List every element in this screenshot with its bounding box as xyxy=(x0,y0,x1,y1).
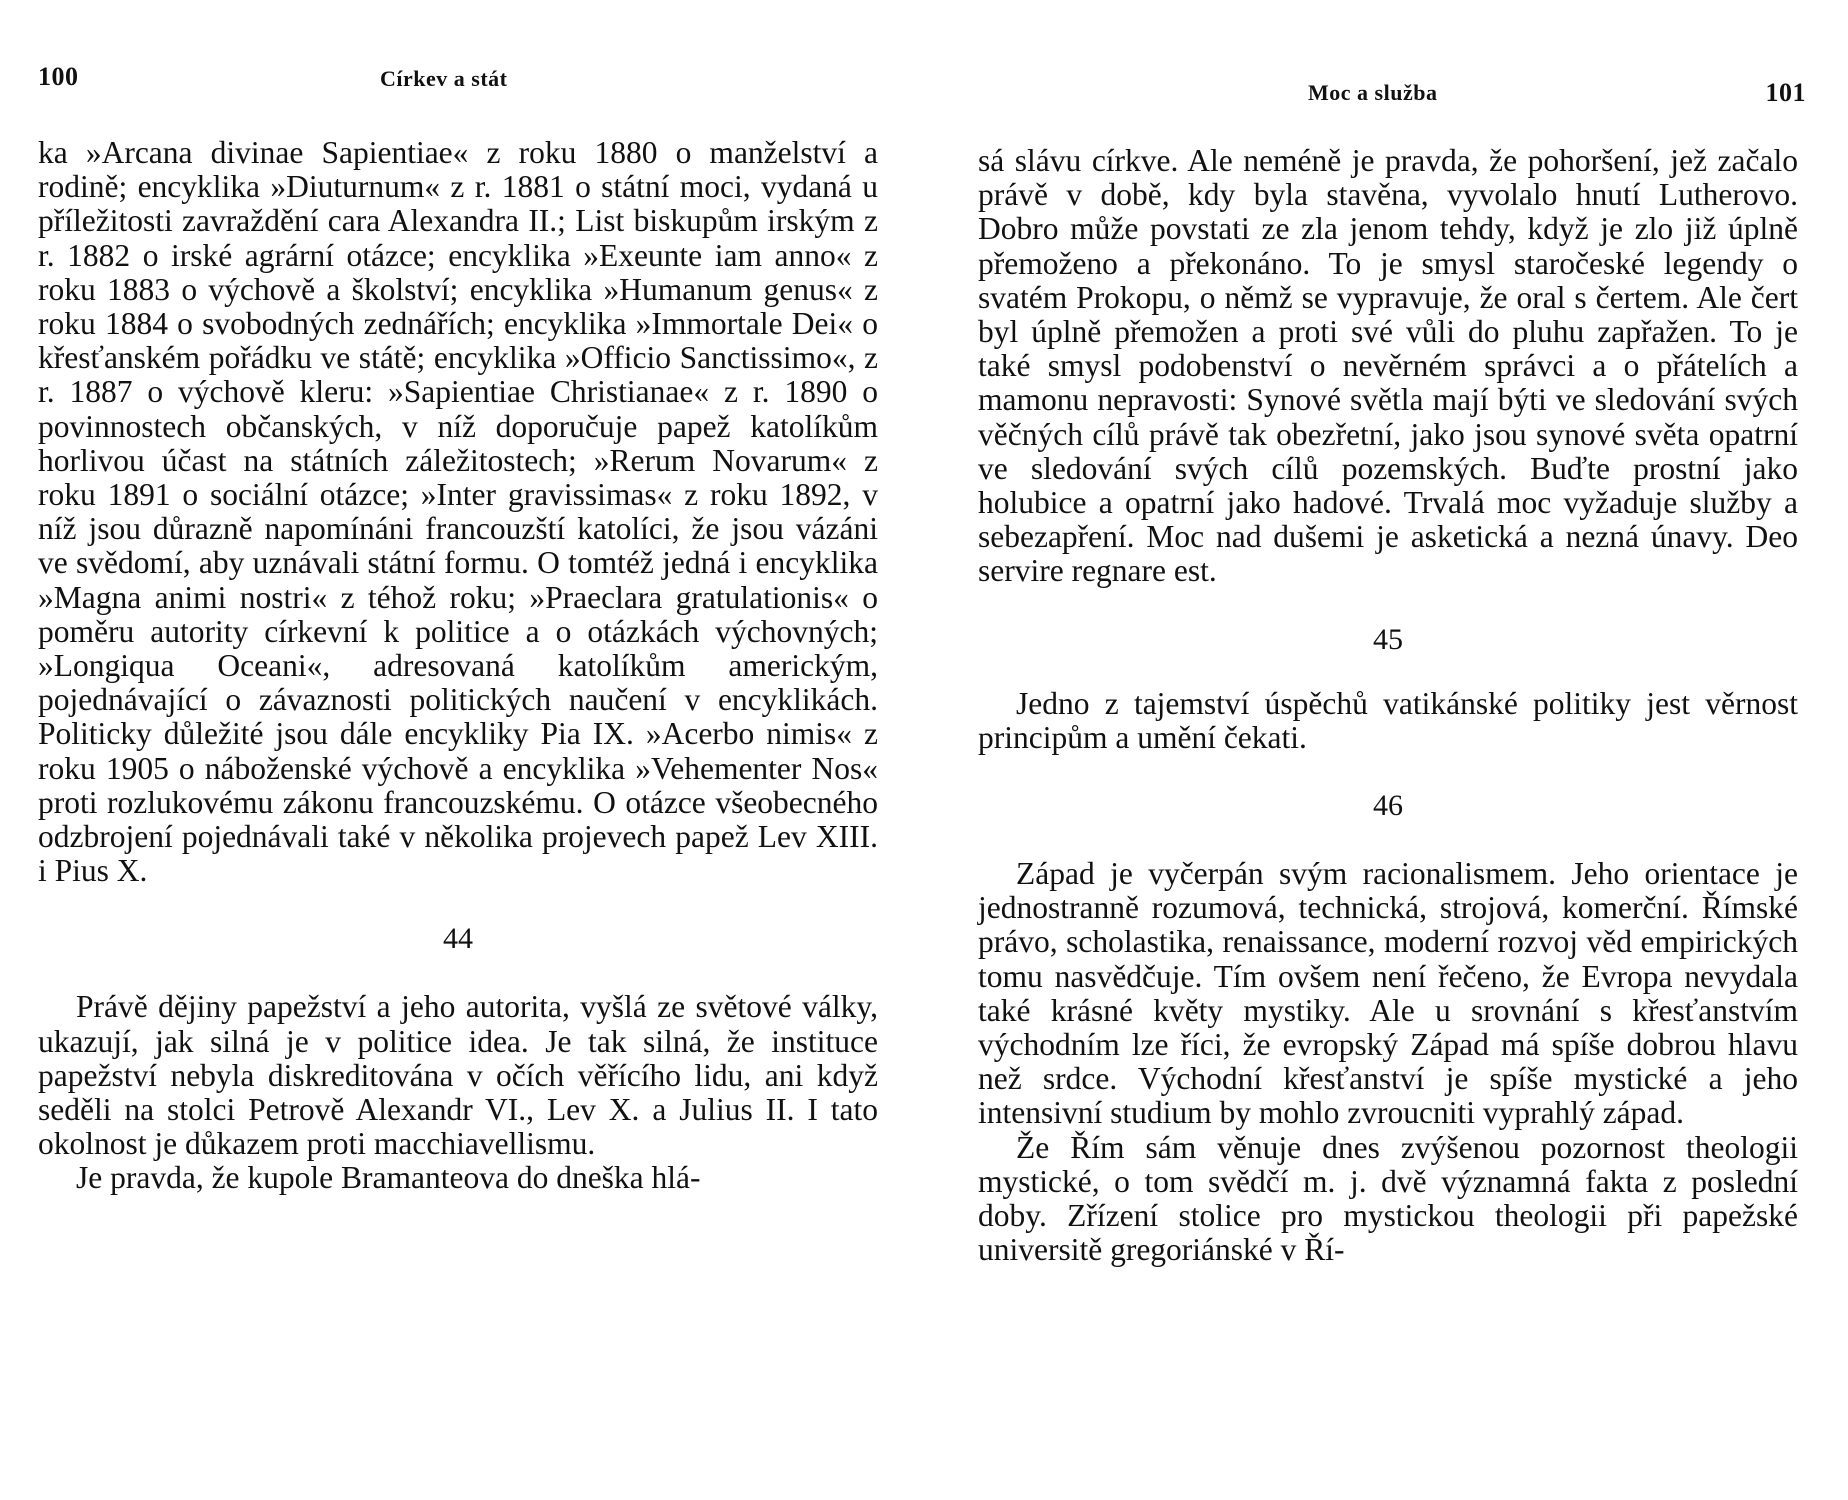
left-page-number: 100 xyxy=(38,62,79,91)
section-45-paragraph-1: Jedno z tajemství úspěchů vatikánské politiky jest věrnost principům a umění čekati. xyxy=(978,685,1798,755)
left-page-text xyxy=(38,136,878,1196)
section-44-paragraph-1: Právě dějiny papežství a jeho autorita, vyšlá ze světové války, ukazují, jak silná je v politice idea. Je tak silná, že instituce papežství nebyla diskreditována v očích věřícího lidu, ani když seděli na stolci Petrově Alexandr VI., Lev X. a Julius II. I tato okolnost je důkazem proti macchiavellismu. xyxy=(38,989,878,1162)
right-page-text xyxy=(978,144,1798,1267)
section-44-paragraph-2: Je pravda, že kupole Bramanteova do dneška hlá- xyxy=(76,1160,701,1196)
left-running-title: Církev a stát xyxy=(380,66,508,91)
left-intro-paragraph: ka »Arcana divinae Sapientiae« z roku 1880 o manželství a rodině; encyklika »Diuturnum« z r. 1881 o státní moci, vydaná u příležitosti zavraždění cara Alexandra II.; List biskupům irským z r. 1882 o irské agrární otázce; encyklika »Exeunte iam anno« z roku 1883 o výchově a školství; encyklika »Humanum genus« z roku 1884 o svobodných zednářích; encyklika »Immortale Dei« o křesťanském pořádku ve státě; encyklika »Officio Sanctissimo«, z r. 1887 o výchově kleru: »Sapientiae Christianae« z r. 1890 o povinnostech občanských, v níž doporučuje papež katolíkům horlivou účast na státních záležitostech; »Rerum Novarum« z roku 1891 o sociální otázce; »Inter gravissimas« z roku 1892, v níž jsou důrazně napomínáni francouzští katolíci, že jsou vázáni ve svědomí, aby uznávali státní formu. O tomtéž jedná i encyklika »Magna animi nostri« z téhož roku; »Praeclara gratulationis« o poměru autority církevní k politice a o otázkách výchovných; »Longiqua Oceani«, adresovaná katolíkům americkým, pojednávající o závaznosti politických naučení v encyklikách. Politicky důležité jsou dále encykliky Pia IX. »Acerbo nimis« z roku 1905 o náboženské výchově a encyklika »Vehementer Nos« proti rozlukovému zákonu francouzskému. O otázce všeobecného odzbrojení pojednávali také v několika projevech papež Lev XIII. i Pius X. xyxy=(38,135,878,889)
section-number-45: 45 xyxy=(1373,622,1403,656)
right-running-title: Moc a služba xyxy=(1308,80,1438,105)
section-46-paragraph-2: Že Řím sám věnuje dnes zvýšenou pozornost theologii mystické, o tom svědčí m. j. dvě významná fakta z poslední doby. Zřízení stolice pro mystickou theologii při papežské universitě gregoriánské v Ří- xyxy=(978,1129,1798,1268)
section-number-44: 44 xyxy=(443,922,473,956)
left-page xyxy=(38,0,878,1500)
right-page-number: 101 xyxy=(1765,78,1806,107)
right-page xyxy=(978,0,1806,1500)
section-number-46: 46 xyxy=(1373,789,1403,823)
section-46-paragraph-1: Západ je vyčerpán svým racionalismem. Jeho orientace je jednostranně rozumová, technická, strojová, komerční. Římské právo, scholastika, renaissance, moderní rozvoj věd empirických tomu nasvědčuje. Tím ovšem není řečeno, že Evropa nevydala také krásné květy mystiky. Ale u srovnání s křesťanstvím východním lze říci, že evropský Západ má spíše dobrou hlavu než srdce. Východní křesťanství je spíše mystické a jeho intensivní studium by mohlo zvroucniti vyprahlý západ. xyxy=(978,856,1798,1131)
right-continued-paragraph: sá slávu církve. Ale neméně je pravda, že pohoršení, jež začalo právě v době, kdy byla stavěna, vyvolalo hnutí Lutherovo. Dobro může povstati ze zla jenom tehdy, když je zlo již úplně přemoženo a překonáno. To je smysl staročeské legendy o svatém Prokopu, o němž se vypravuje, že oral s čertem. Ale čert byl úplně přemožen a proti své vůli do pluhu zapřažen. To je také smysl podobenství o nevěrném správci a o přátelích a mamonu nepravosti: Synové světla mají býti ve sledování svých věčných cílů právě tak obezřetní, jako jsou synové světa opatrní ve sledování svých cílů pozemských. Buďte prostní jako holubice a opatrní jako hadové. Trvalá moc vyžaduje služby a sebezapření. Moc nad dušemi je asketická a nezná únavy. Deo servire regnare est. xyxy=(978,143,1798,589)
